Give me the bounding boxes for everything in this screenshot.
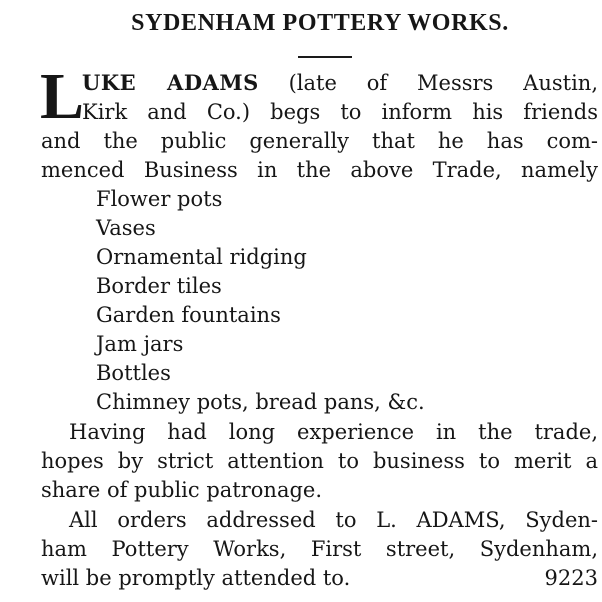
closing-line — [41, 564, 598, 592]
body-line: menced Business in the above Trade, namely — [41, 158, 598, 182]
ad-number: 9223 — [544, 566, 598, 590]
body-line: share of public patronage. — [41, 478, 323, 502]
list-item: Flower pots — [96, 187, 223, 211]
list-item: Chimney pots, bread pans, &c. — [96, 390, 425, 414]
body-line: Having had long experience in the trade, — [69, 420, 598, 444]
drop-cap: L — [40, 60, 85, 133]
body-line: hopes by strict attention to business to merit a — [41, 449, 598, 473]
list-item: Jam jars — [96, 332, 184, 356]
list-item: Bottles — [96, 361, 171, 385]
list-item: Vases — [96, 216, 156, 240]
advertiser-name: UKE ADAMS — [82, 70, 259, 95]
opening-line — [82, 69, 598, 97]
body-line: Kirk and Co.) begs to inform his friends — [82, 100, 598, 124]
title-rule — [298, 56, 352, 58]
body-line: and the public generally that he has com- — [41, 129, 598, 153]
body-line: ham Pottery Works, First street, Sydenham, — [41, 537, 598, 561]
body-line: will be promptly attended to. — [41, 566, 351, 590]
ad-title: SYDENHAM POTTERY WORKS. — [131, 10, 509, 36]
body-line: All orders addressed to L. ADAMS, Syden- — [69, 508, 598, 532]
list-item: Border tiles — [96, 274, 222, 298]
list-item: Ornamental ridging — [96, 245, 307, 269]
list-item: Garden fountains — [96, 303, 281, 327]
opening-line-rest: (late of Messrs Austin, — [258, 71, 598, 95]
